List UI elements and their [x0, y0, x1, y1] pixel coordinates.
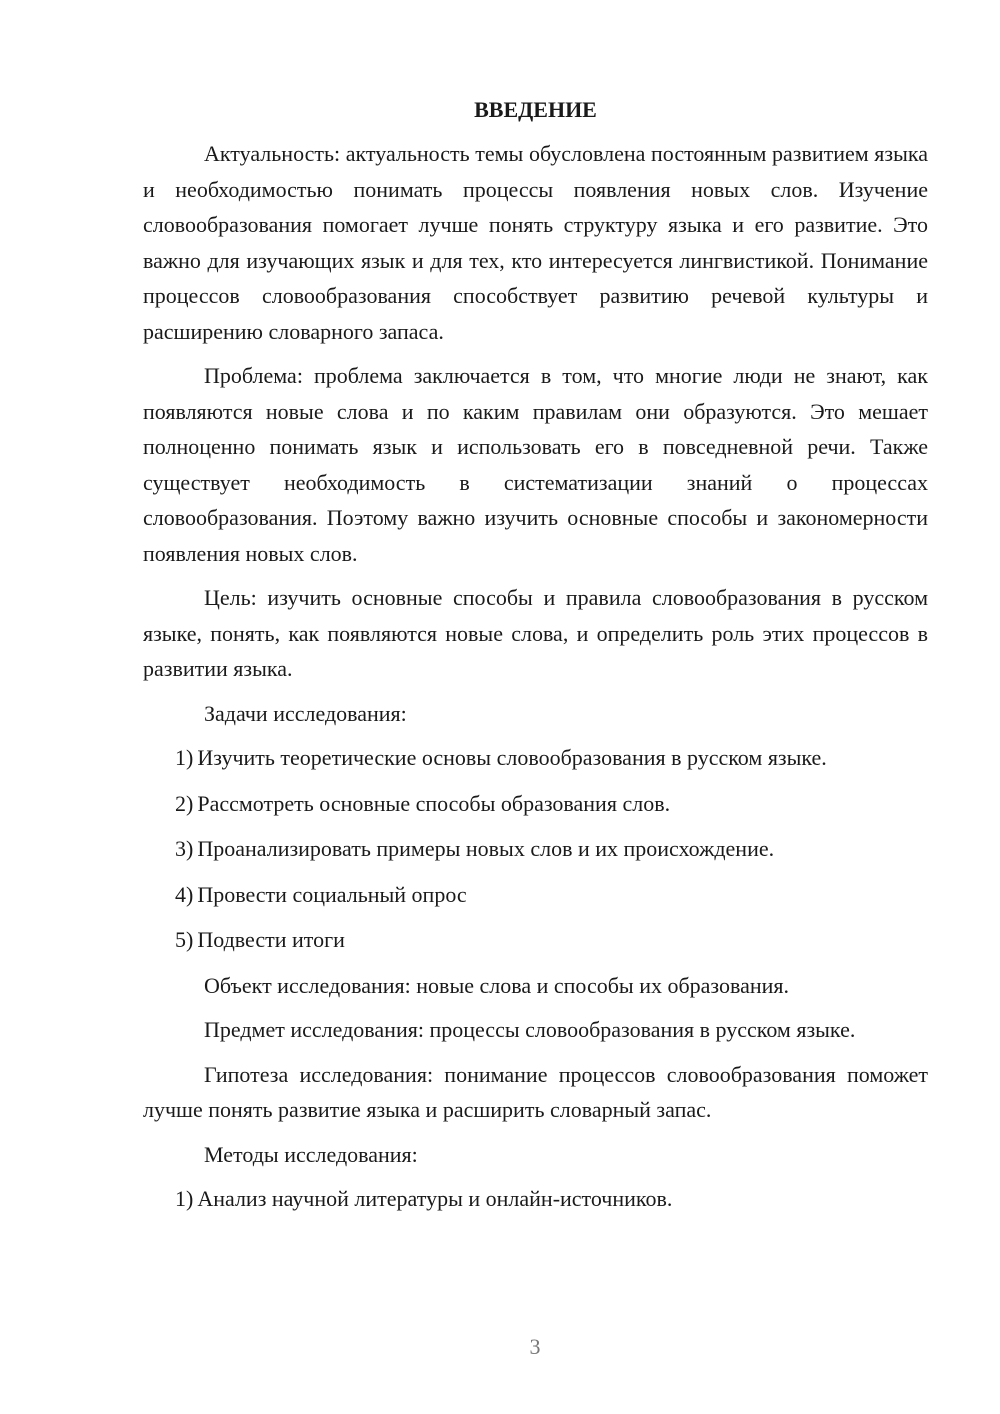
- list-item-text: Проанализировать примеры новых слов и их происхождение.: [197, 836, 775, 861]
- list-item-text: Подвести итоги: [197, 927, 345, 952]
- methods-heading: Методы исследования:: [204, 1141, 418, 1167]
- list-item: [175, 786, 928, 822]
- hypothesis-paragraph: Гипотеза исследования: понимание процессов словообразования поможет лучше понять развитие языка и расширить словарный запас.: [143, 1061, 928, 1122]
- page-number: 3: [529, 1334, 541, 1359]
- list-item-number: 1): [175, 745, 194, 770]
- relevance-paragraph: Актуальность: актуальность темы обусловлена постоянным развитием языка и необходимостью понимать процессы появления новых слов. Изучение словообразования помогает лучше понять структуру языка и его развитие. Это важно для изучающих язык и для тех, кто интересуется лингвистикой. Понимание процессов словообразования способствует развитию речевой культуры и расширению словарного запаса.: [143, 141, 928, 344]
- list-item-number: 4): [175, 881, 194, 907]
- goal-paragraph: Цель: изучить основные способы и правила словообразования в русском языке, понять, как появляются новые слова, и определить роль этих процессов в развитии языка.: [143, 585, 928, 681]
- list-item-text: Провести социальный опрос: [197, 881, 467, 907]
- list-item: [175, 740, 928, 776]
- list-item: [175, 877, 928, 913]
- object-paragraph: Объект исследования: новые слова и способы их образования.: [204, 972, 790, 998]
- list-item-number: 5): [175, 927, 194, 952]
- list-item: [175, 922, 928, 958]
- list-item-text: Анализ научной литературы и онлайн-источников.: [197, 1186, 673, 1211]
- list-item-text: Рассмотреть основные способы образования слов.: [197, 790, 671, 816]
- problem-paragraph: Проблема: проблема заключается в том, что многие люди не знают, как появляются новые слова и по каким правилам они образуются. Это мешает полноценно понимать язык и использовать его в повседневной речи. Также существует необходимость в систематизации знаний о процессах словообразования. Поэтому важно изучить основные способы и закономерности появления новых слов.: [143, 363, 928, 566]
- document-page: [143, 96, 928, 1227]
- tasks-list: [143, 740, 928, 958]
- subject-paragraph: Предмет исследования: процессы словообразования в русском языке.: [204, 1017, 856, 1042]
- list-item: [175, 1181, 928, 1217]
- list-item: [175, 831, 928, 867]
- list-item-number: 2): [175, 790, 194, 816]
- methods-list: [143, 1181, 928, 1217]
- list-item-text: Изучить теоретические основы словообразования в русском языке.: [197, 745, 827, 770]
- list-item-number: 3): [175, 836, 194, 861]
- list-item-number: 1): [175, 1186, 194, 1211]
- tasks-heading: Задачи исследования:: [204, 700, 407, 726]
- section-title: ВВЕДЕНИЕ: [474, 97, 597, 122]
